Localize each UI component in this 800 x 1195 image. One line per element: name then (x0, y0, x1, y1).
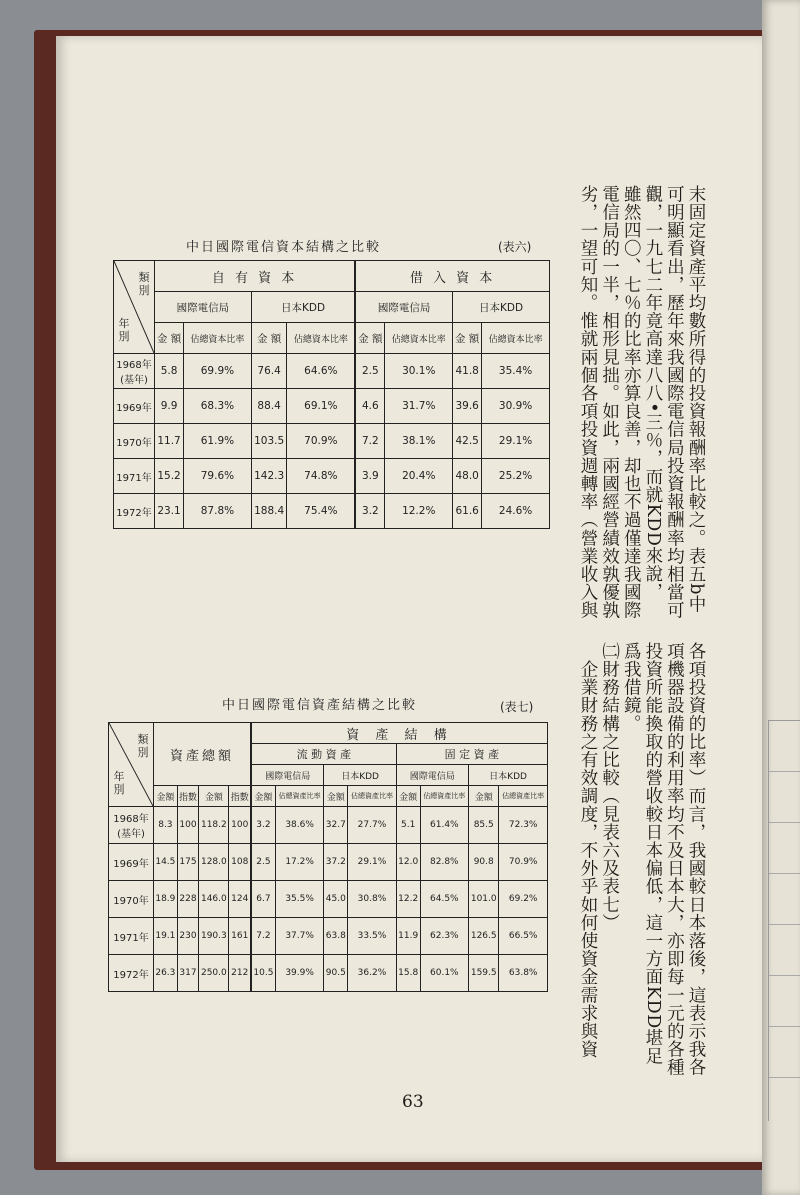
table7-cell: 66.5% (499, 918, 548, 955)
table6-row (114, 459, 550, 494)
table7-cell: 6.7 (251, 881, 275, 918)
table6-year-cell: 1968年(基年) (114, 354, 155, 389)
table7-cell: 146.0 (199, 881, 229, 918)
table7-cell: 12.2 (396, 881, 420, 918)
table7-cell: 159.5 (469, 955, 499, 992)
table7-cell: 161 (229, 918, 251, 955)
table7-row (109, 918, 548, 955)
table6-cell: 61.6 (453, 494, 482, 529)
table6-sub-tele: 國際電信局 (155, 292, 252, 323)
table6-cell: 41.8 (453, 354, 482, 389)
table7-cell: 62.3% (420, 918, 469, 955)
table6-year-cell: 1969年 (114, 389, 155, 424)
table7-cell: 30.8% (348, 881, 397, 918)
table7-row (109, 807, 548, 844)
table6-sub-tele: 國際電信局 (355, 292, 452, 323)
table6-cell: 23.1 (155, 494, 184, 529)
table7-body (109, 807, 548, 992)
table6-cell: 20.4% (385, 459, 453, 494)
table7-cell: 33.5% (348, 918, 397, 955)
text-line: 項機器設備的利用率均不及日本大，亦即每一元的各種 (664, 642, 685, 1077)
table7-row (109, 844, 548, 881)
table7-col-ratio: 佔總資產比率 (275, 786, 324, 807)
table6-cell: 68.3% (184, 389, 252, 424)
table7-sub-current: 流 動 資 產 (251, 744, 396, 765)
table6-cell: 88.4 (251, 389, 287, 424)
table6-year-cell: 1972年 (114, 494, 155, 529)
table7-row (109, 955, 548, 992)
table7-cell: 19.1 (154, 918, 178, 955)
table7-cell: 101.0 (469, 881, 499, 918)
table6-cell: 29.1% (482, 424, 550, 459)
table7-year-cell: 1971年 (109, 918, 154, 955)
table7-cell: 124 (229, 881, 251, 918)
table7-cell: 32.7 (324, 807, 348, 844)
table6-col-amount: 金 額 (453, 323, 482, 354)
table6-cell: 48.0 (453, 459, 482, 494)
table6-cell: 142.3 (251, 459, 287, 494)
table7-cell: 69.2% (499, 881, 548, 918)
table7-cell: 45.0 (324, 881, 348, 918)
table6-cell: 3.9 (355, 459, 385, 494)
table6-cell: 5.8 (155, 354, 184, 389)
table7-cell: 63.8 (324, 918, 348, 955)
table7-year-cell: 1970年 (109, 881, 154, 918)
body-text-upper (576, 185, 706, 620)
table7-col-amount: 金額 (324, 786, 348, 807)
text-line: 末固定資產平均數所得的投資報酬率比較之。表五b中 (686, 185, 706, 614)
table7-cell: 5.1 (396, 807, 420, 844)
table6-cell: 2.5 (355, 354, 385, 389)
table7-cell: 37.2 (324, 844, 348, 881)
table7-cell: 27.7% (348, 807, 397, 844)
table7 (108, 722, 548, 992)
table6-cell: 75.4% (287, 494, 355, 529)
table6-col-ratio: 佔總資本比率 (184, 323, 252, 354)
table7-corner (109, 723, 154, 807)
table6-cell: 76.4 (251, 354, 287, 389)
table7-cell: 82.8% (420, 844, 469, 881)
table7-cell: 212 (229, 955, 251, 992)
table7-sub-tele: 國際電信局 (396, 765, 468, 786)
table6-sub-kdd: 日本KDD (251, 292, 355, 323)
table7-col-amount: 金額 (469, 786, 499, 807)
table7-cell: 118.2 (199, 807, 229, 844)
table7-year-cell: 1972年 (109, 955, 154, 992)
text-line: 企業財務之有效調度，不外乎如何使資金需求與資 (578, 642, 599, 1059)
table6-cell: 69.1% (287, 389, 355, 424)
table7-cell: 60.1% (420, 955, 469, 992)
table7-col-ratio: 佔總資產比率 (348, 786, 397, 807)
text-line: 爲我借鏡。 (621, 642, 642, 733)
table6-cell: 9.9 (155, 389, 184, 424)
table6-cell: 87.8% (184, 494, 252, 529)
table6-cell: 70.9% (287, 424, 355, 459)
text-line: 電信局的一半，相形見拙。如此，兩國經營績效孰優孰 (599, 185, 620, 620)
table7-cell: 17.2% (275, 844, 324, 881)
table6-col-ratio: 佔總資本比率 (482, 323, 550, 354)
table7-title: 中日國際電信資產結構之比較 (222, 698, 418, 713)
text-line: 劣，一望可知。惟就兩個各項投資週轉率（營業收入與 (578, 185, 599, 620)
table7-cell: 100 (177, 807, 198, 844)
table6-cell: 25.2% (482, 459, 550, 494)
table6-row (114, 389, 550, 424)
table6-row (114, 494, 550, 529)
table7-cell: 38.6% (275, 807, 324, 844)
table7-corner-top: 類別 (137, 733, 149, 759)
table6-cell: 7.2 (355, 424, 385, 459)
table7-corner-bottom: 年別 (113, 770, 125, 796)
text-line: 觀，一九七二年竟高達八八•三％，而就KDD來說， (642, 185, 663, 601)
table7-cell: 126.5 (469, 918, 499, 955)
table6-label: (表六) (498, 240, 532, 254)
table6-col-amount: 金 額 (355, 323, 385, 354)
table6-title: 中日國際電信資本結構之比較 (186, 240, 382, 255)
table7-cell: 90.8 (469, 844, 499, 881)
text-line: 雖然四〇、七％的比率亦算良善，却也不過僅達我國際 (621, 185, 642, 620)
table6-year-cell: 1970年 (114, 424, 155, 459)
table6-row (114, 424, 550, 459)
table6-col-amount: 金 額 (251, 323, 287, 354)
table7-cell: 100 (229, 807, 251, 844)
page-number: 63 (402, 1092, 424, 1112)
table7-cell: 14.5 (154, 844, 178, 881)
table7-cell: 250.0 (199, 955, 229, 992)
table6-cell: 12.2% (385, 494, 453, 529)
table7-cell: 61.4% (420, 807, 469, 844)
table7-cell: 90.5 (324, 955, 348, 992)
table7-sub-fixed: 固 定 資 產 (396, 744, 547, 765)
table7-cell: 7.2 (251, 918, 275, 955)
table6-row (114, 354, 550, 389)
table7-cell: 18.9 (154, 881, 178, 918)
table7-cell: 36.2% (348, 955, 397, 992)
table7-cell: 64.5% (420, 881, 469, 918)
table6-cell: 35.4% (482, 354, 550, 389)
table6-col-ratio: 佔總資本比率 (287, 323, 355, 354)
table7-cell: 63.8% (499, 955, 548, 992)
table6-cell: 79.6% (184, 459, 252, 494)
table7-cell: 230 (177, 918, 198, 955)
table7-year-cell: 1968年(基年) (109, 807, 154, 844)
table6-header-own: 自 有 資 本 (155, 261, 356, 292)
table7-sub-kdd: 日本KDD (324, 765, 396, 786)
table6-body (114, 354, 550, 529)
table7-row (109, 881, 548, 918)
table7-cell: 12.0 (396, 844, 420, 881)
table7-cell: 228 (177, 881, 198, 918)
table6-sub-kdd: 日本KDD (453, 292, 550, 323)
text-line: 投資所能換取的營收較日本偏低，這一方面KDD堪足 (642, 642, 663, 1066)
table7-cell: 70.9% (499, 844, 548, 881)
table6 (113, 260, 550, 529)
table7-cell: 11.9 (396, 918, 420, 955)
table7-header-total: 資產總額 (154, 723, 252, 786)
table7-cell: 8.3 (154, 807, 178, 844)
table7-header-structure: 資 產 結 構 (251, 723, 547, 744)
table7-col-index: 指數 (229, 786, 251, 807)
table6-corner (114, 261, 155, 354)
table7-cell: 190.3 (199, 918, 229, 955)
table7-cell: 175 (177, 844, 198, 881)
table7-cell: 29.1% (348, 844, 397, 881)
table7-cell: 26.3 (154, 955, 178, 992)
table7-cell: 72.3% (499, 807, 548, 844)
table6-cell: 4.6 (355, 389, 385, 424)
text-line: 可明顯看出，歷年來我國際電信局投資報酬率均相當可 (664, 185, 685, 620)
table7-cell: 128.0 (199, 844, 229, 881)
table7-col-index: 指數 (177, 786, 198, 807)
table7-col-ratio: 佔總資產比率 (499, 786, 548, 807)
table7-cell: 10.5 (251, 955, 275, 992)
adjacent-table-fragment (768, 720, 800, 1121)
table6-corner-top: 類別 (138, 271, 150, 297)
table7-year-cell: 1969年 (109, 844, 154, 881)
table7-cell: 35.5% (275, 881, 324, 918)
table6-cell: 61.9% (184, 424, 252, 459)
table7-cell: 317 (177, 955, 198, 992)
table6-header-borrowed: 借 入 資 本 (355, 261, 549, 292)
table7-cell: 3.2 (251, 807, 275, 844)
table6-cell: 42.5 (453, 424, 482, 459)
table7-col-amount: 金額 (251, 786, 275, 807)
table6-cell: 31.7% (385, 389, 453, 424)
table7-col-ratio: 佔總資產比率 (420, 786, 469, 807)
section-heading: ㈡財務結構之比較（見表六及表七） (599, 642, 620, 932)
table6-cell: 11.7 (155, 424, 184, 459)
table7-cell: 108 (229, 844, 251, 881)
table6-cell: 30.1% (385, 354, 453, 389)
table6-corner-bottom: 年別 (118, 317, 130, 343)
table6-cell: 103.5 (251, 424, 287, 459)
table6-cell: 74.8% (287, 459, 355, 494)
adjacent-page-edge (762, 0, 800, 1195)
table6-year-cell: 1971年 (114, 459, 155, 494)
body-text-lower (576, 642, 706, 1082)
table6-cell: 30.9% (482, 389, 550, 424)
table7-cell: 37.7% (275, 918, 324, 955)
table7-col-amount: 金額 (154, 786, 178, 807)
table6-col-ratio: 佔總資本比率 (385, 323, 453, 354)
table6-cell: 64.6% (287, 354, 355, 389)
table6-cell: 38.1% (385, 424, 453, 459)
table7-sub-tele: 國際電信局 (251, 765, 324, 786)
text-line: 各項投資的比率）而言，我國較日本落後，這表示我各 (686, 642, 706, 1077)
table6-cell: 24.6% (482, 494, 550, 529)
table7-label: (表七) (500, 700, 534, 714)
table7-cell: 15.8 (396, 955, 420, 992)
table6-cell: 15.2 (155, 459, 184, 494)
table6-cell: 188.4 (251, 494, 287, 529)
table6-cell: 39.6 (453, 389, 482, 424)
table7-sub-kdd: 日本KDD (469, 765, 548, 786)
table7-col-amount: 金額 (199, 786, 229, 807)
table7-cell: 39.9% (275, 955, 324, 992)
table6-cell: 3.2 (355, 494, 385, 529)
table6-col-amount: 金 額 (155, 323, 184, 354)
table7-cell: 85.5 (469, 807, 499, 844)
table6-cell: 69.9% (184, 354, 252, 389)
table7-col-amount: 金額 (396, 786, 420, 807)
table7-cell: 2.5 (251, 844, 275, 881)
